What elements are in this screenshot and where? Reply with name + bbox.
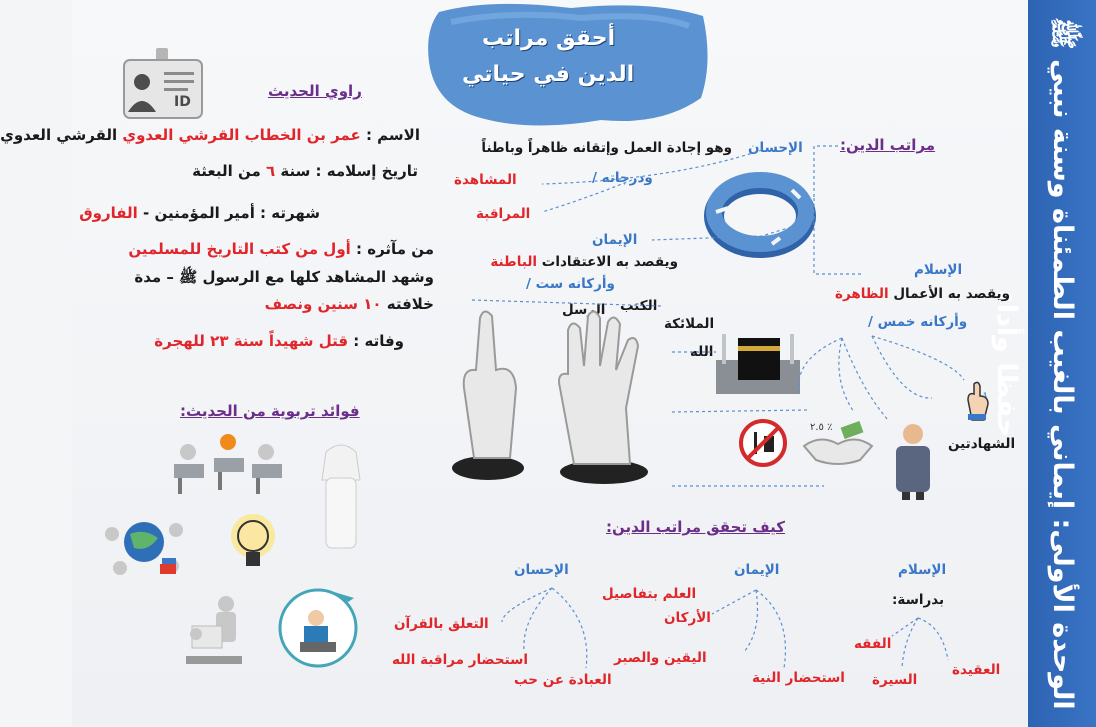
howto-islam-title: الإسلام — [898, 562, 947, 578]
narrator-merits-line3: خلافته ١٠ سنين ونصف — [264, 295, 434, 313]
howto-islam-fiqh: الفقه — [854, 636, 892, 652]
howto-iman-title: الإيمان — [734, 562, 780, 578]
unit-title: الوحدة الأولى: إيماني بالغيب الطمئناة وسنة نبيي ﷺ حفظا وأداء — [991, 17, 1078, 710]
iman-books: الكتب — [620, 298, 658, 314]
howto-islam-aqeeda: العقيدة — [952, 662, 1001, 678]
zakat-percentage: ٢.٥ ٪ — [810, 422, 833, 433]
narrator-islam-row: تاريخ إسلامه : سنة ٦ من البعثة — [192, 162, 418, 180]
title-line1: أحقق مراتب — [482, 26, 616, 51]
ihsan-level-1: المشاهدة — [454, 172, 517, 188]
narrator-merits-row: من مآثره : أول من كتب التاريخ للمسلمين — [128, 240, 434, 258]
narrator-heading: راوي الحديث — [268, 82, 362, 100]
iman-messengers: الرسل — [562, 302, 606, 318]
narrator-death-row: وفاته : قتل شهيداً سنة ٢٣ للهجرة — [154, 332, 404, 350]
howto-iman-intention: استحضار النية — [752, 670, 845, 686]
shahadatain-label: الشهادتين — [948, 436, 1016, 452]
howto-heading: كيف تحقق مراتب الدين: — [606, 518, 785, 536]
howto-iman-knowledge: العلم بتفاصيل — [602, 586, 697, 602]
ihsan-title: الإحسان — [748, 140, 803, 156]
narrator-merits-line2: وشهد المشاهد كلها مع الرسول ﷺ – مدة — [134, 268, 434, 286]
id-badge-text: ID — [174, 94, 191, 110]
ihsan-levels: ودرجاته / — [592, 170, 653, 186]
iman-pillars: وأركانه ست / — [526, 276, 615, 292]
iman-title: الإيمان — [592, 232, 638, 248]
iman-allah: الله — [690, 344, 714, 360]
howto-ihsan-watch: استحضار مراقبة الله — [392, 652, 529, 668]
howto-iman-pillars: الأركان — [664, 610, 711, 626]
howto-islam-seerah: السيرة — [872, 672, 918, 688]
howto-ihsan-quran: التعلق بالقرآن — [394, 616, 489, 632]
islam-rank-pillars: وأركانه خمس / — [868, 314, 968, 330]
islam-rank-desc: ويقصد به الأعمال الظاهرة — [834, 286, 1010, 302]
ranks-heading: مراتب الدين: — [840, 136, 936, 154]
howto-ihsan-title: الإحسان — [514, 562, 569, 578]
connector-lines — [72, 0, 1096, 727]
iman-desc: ويقصد به الاعتقادات الباطنة — [490, 254, 678, 270]
title-line2: الدين في حياتي — [462, 62, 635, 87]
howto-islam-study: بدراسة: — [892, 592, 945, 608]
finger-badge-number: 1 — [983, 392, 988, 399]
narrator-fame-row: شهرته : أمير المؤمنين - الفاروق — [79, 204, 320, 222]
iman-angels: الملائكة — [664, 316, 715, 332]
benefits-heading: فوائد تربوية من الحديث: — [180, 402, 360, 420]
ihsan-level-2: المراقبة — [476, 206, 531, 222]
howto-iman-certainty: اليقين والصبر — [614, 650, 707, 666]
ihsan-desc: وهو إجادة العمل وإتقانه ظاهراً وباطناً — [481, 140, 732, 156]
narrator-name-row: الاسم : عمر بن الخطاب القرشي العدوي القرشي العدوي — [0, 126, 420, 144]
howto-ihsan-love: العبادة عن حب — [514, 672, 612, 688]
islam-rank-title: الإسلام — [914, 262, 963, 278]
